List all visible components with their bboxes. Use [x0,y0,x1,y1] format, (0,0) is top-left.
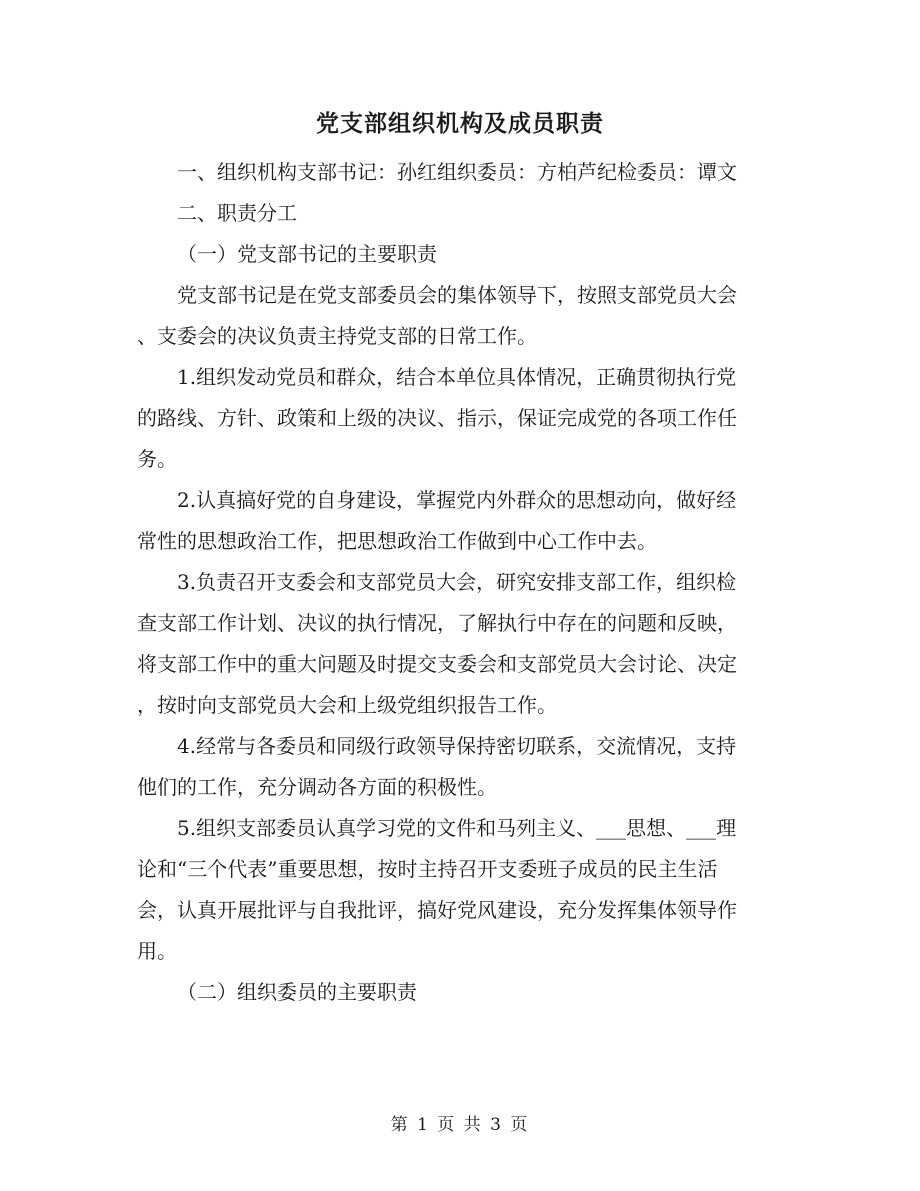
text-line: 1.组织发动党员和群众，结合本单位具体情况，正确贯彻执行党 [177,365,737,389]
text-line: 一、组织机构支部书记：孙红组织委员：方柏芦纪检委员：谭文 [177,160,737,184]
text-line: 党支部书记是在党支部委员会的集体领导下，按照支部党员大会 [177,283,737,307]
text-line: 论和“三个代表”重要思想，按时主持召开支委班子成员的民主生活 [137,857,718,881]
paragraph [137,562,777,726]
text-line: 常性的思想政治工作，把思想政治工作做到中心工作中去。 [137,529,657,553]
text-line: ，按时向支部党员大会和上级党组织报告工作。 [137,693,557,717]
text-line: 二、职责分工 [177,201,297,225]
text-line: 5.组织支部委员认真学习党的文件和马列主义、___思想、___理 [177,816,737,840]
text-line: 的路线、方针、政策和上级的决议、指示，保证完成党的各项工作任 [137,406,737,430]
document-title: 党支部组织机构及成员职责 [316,110,604,137]
paragraph [137,972,777,1013]
paragraph [137,152,777,193]
paragraph [137,808,777,972]
text-line: 用。 [137,939,177,963]
text-line: 务。 [137,447,177,471]
text-line: 将支部工作中的重大问题及时提交支委会和支部党员大会讨论、决定 [137,652,737,676]
paragraph [137,357,777,480]
paragraph [137,726,777,808]
paragraph [137,234,777,275]
page-number-footer: 第 1 页 共 3 页 [390,1115,530,1135]
text-line: 4.经常与各委员和同级行政领导保持密切联系，交流情况，支持 [177,734,737,758]
text-line: 他们的工作，充分调动各方面的积极性。 [137,775,497,799]
document-body [137,152,777,1013]
text-line: 3.负责召开支委会和支部党员大会，研究安排支部工作，组织检 [177,570,737,594]
text-line: 、支委会的决议负责主持党支部的日常工作。 [137,324,537,348]
text-line: 查支部工作计划、决议的执行情况，了解执行中存在的问题和反映， [137,611,737,635]
text-line: 2.认真搞好党的自身建设，掌握党内外群众的思想动向，做好经 [177,488,737,512]
text-line: （二）组织委员的主要职责 [177,980,417,1004]
paragraph [137,480,777,562]
text-line: 会，认真开展批评与自我批评，搞好党风建设，充分发挥集体领导作 [137,898,737,922]
text-line: （一）党支部书记的主要职责 [177,242,437,266]
paragraph [137,275,777,357]
paragraph [137,193,777,234]
